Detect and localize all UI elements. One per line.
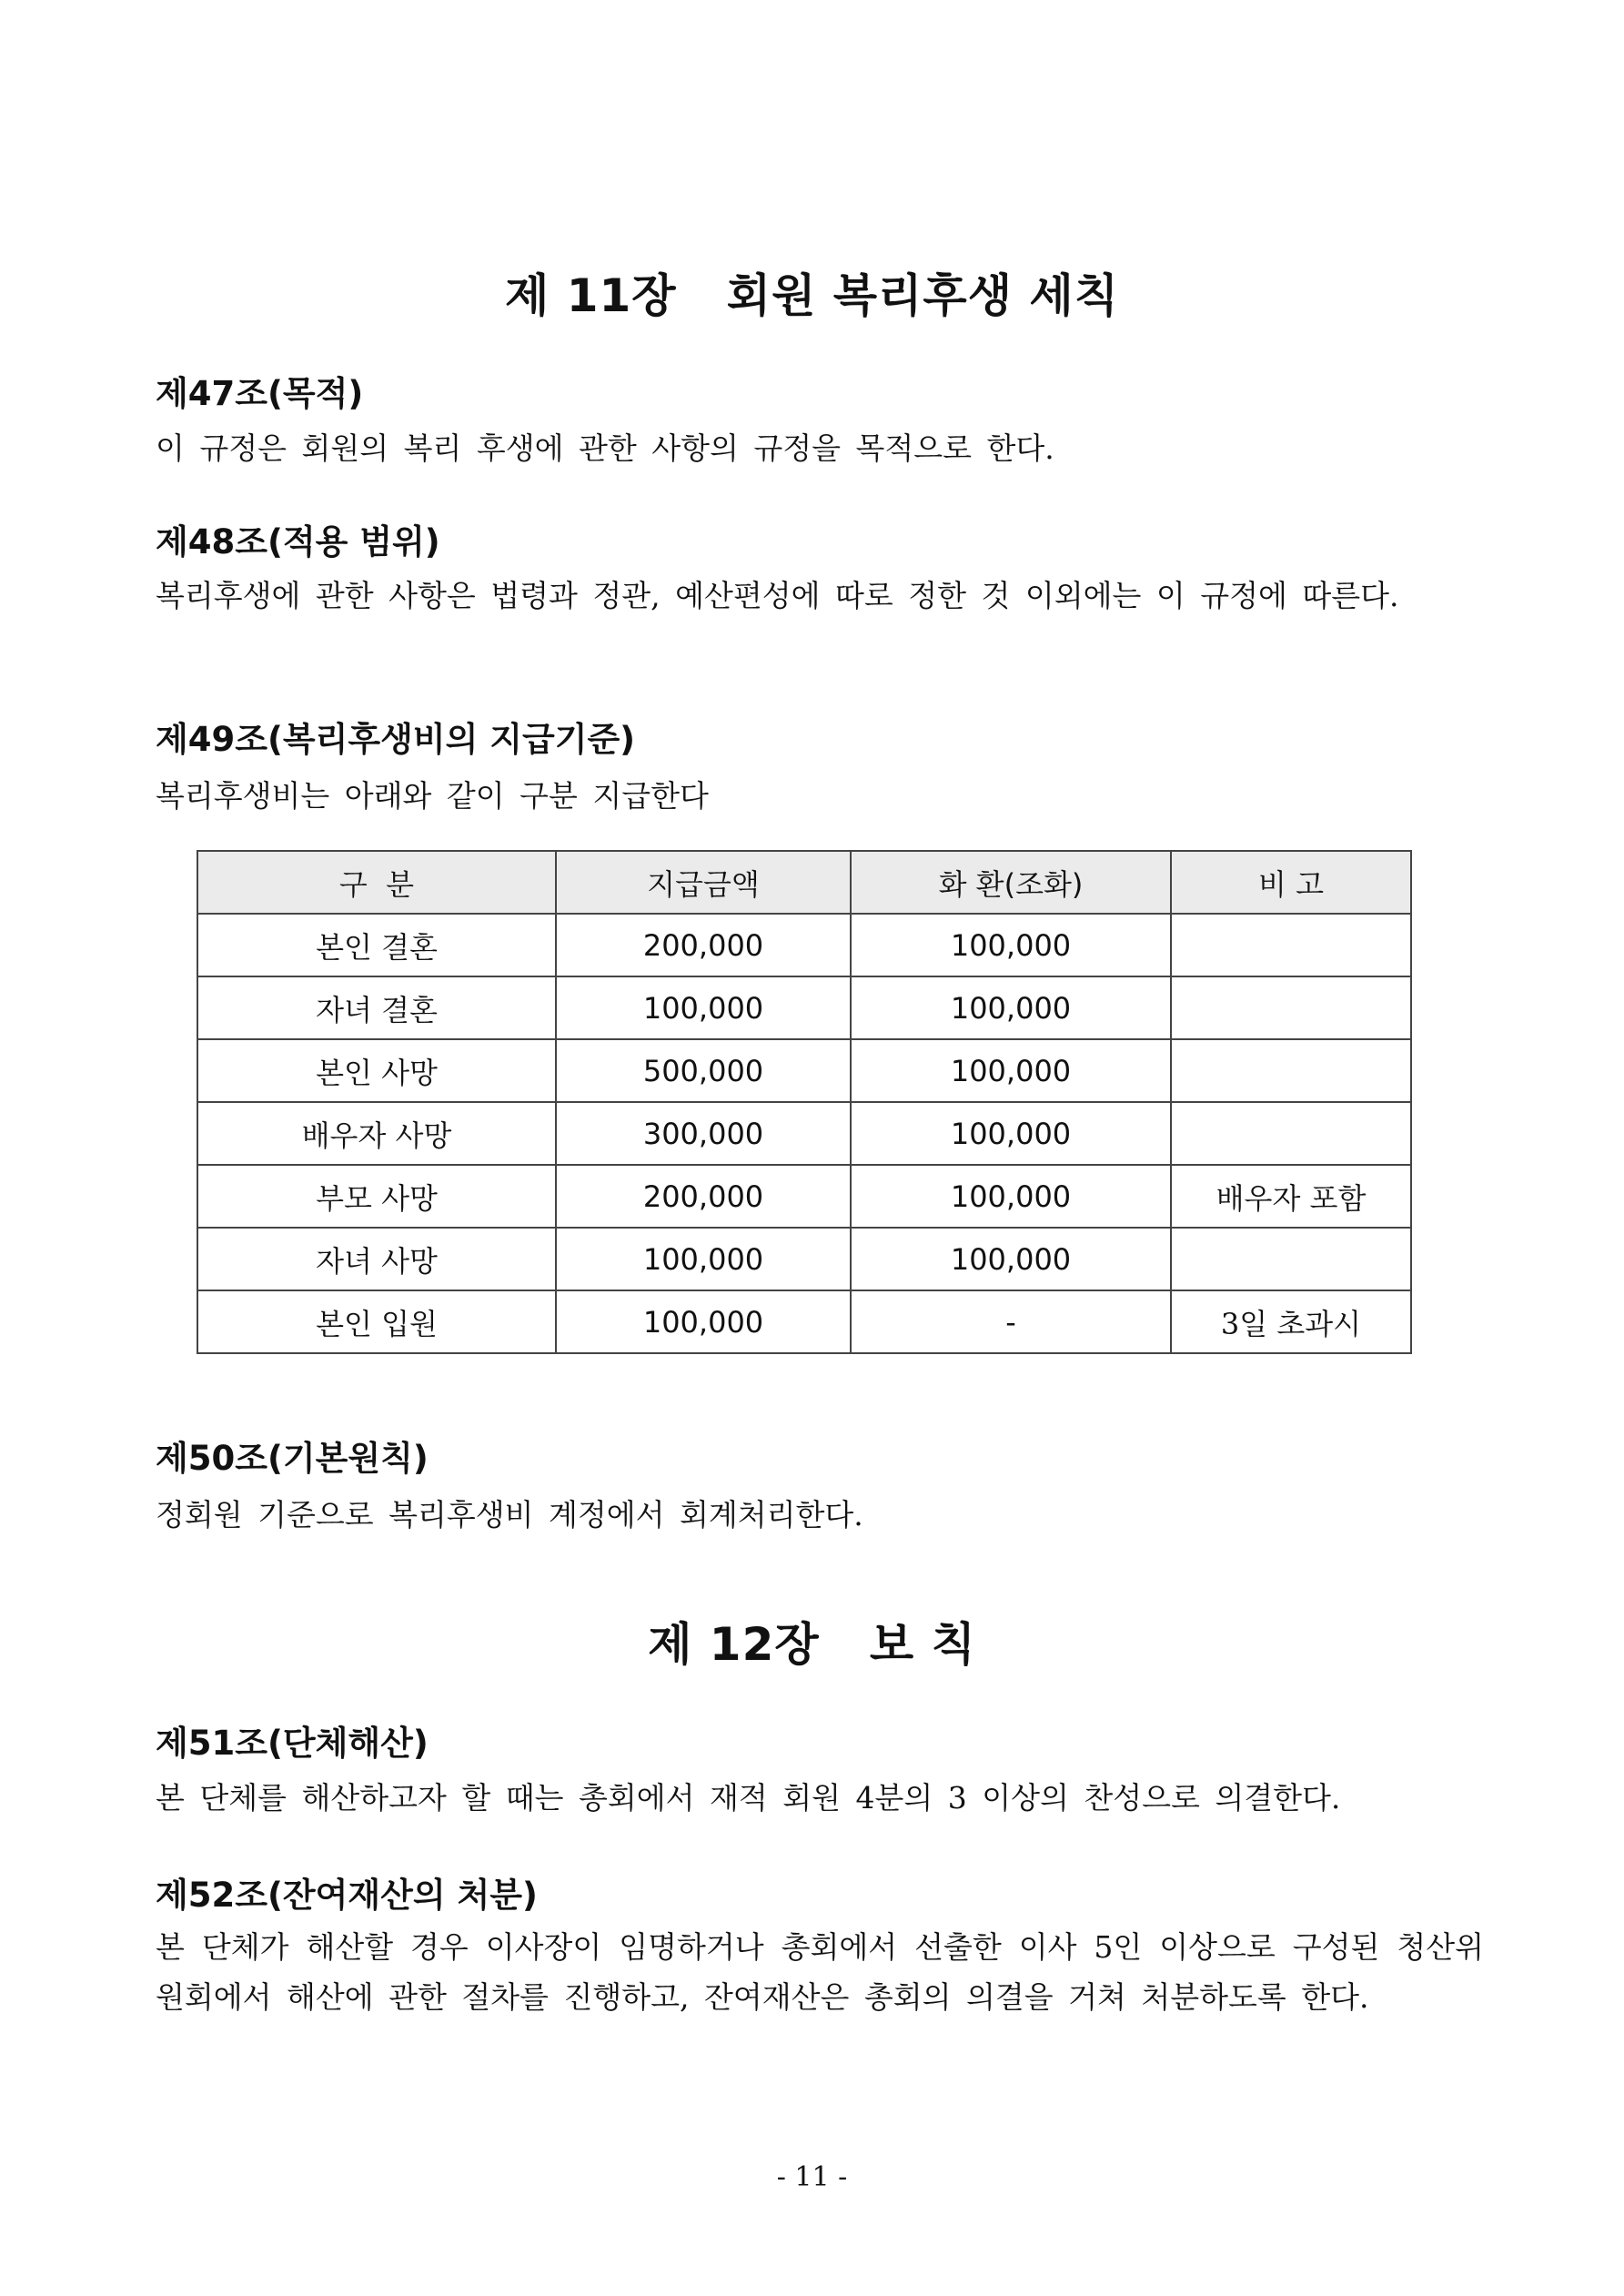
table-row xyxy=(197,1039,1411,1102)
cell-category: 본인 입원 xyxy=(197,1290,556,1353)
cell-amount: 100,000 xyxy=(556,976,851,1039)
cell-wreath: 100,000 xyxy=(851,1228,1171,1290)
cell-amount: 200,000 xyxy=(556,914,851,976)
header-wreath: 화 환(조화) xyxy=(851,851,1171,914)
header-remarks: 비 고 xyxy=(1171,851,1411,914)
article-52-text: 본 단체가 해산할 경우 이사장이 임명하거나 총회에서 선출한 이사 5인 이상으로 구성된 청산위원회에서 해산에 관한 절차를 진행하고, 잔여재산은 총회의 의결을 거쳐 처분하도록 한다. xyxy=(156,1929,1484,2015)
table-row xyxy=(197,1290,1411,1353)
article-49-heading: 제49조(복리후생비의 지급기준) xyxy=(156,720,636,759)
header-payment-amount: 지급금액 xyxy=(556,851,851,914)
article-51-text: 본 단체를 해산하고자 할 때는 총회에서 재적 회원 4분의 3 이상의 찬성으로 의결한다. xyxy=(156,1780,1341,1816)
cell-remarks xyxy=(1171,1102,1411,1165)
table-row xyxy=(197,914,1411,976)
cell-remarks xyxy=(1171,1039,1411,1102)
article-50-text: 정회원 기준으로 복리후생비 계정에서 회계처리한다. xyxy=(156,1497,863,1532)
header-category: 구 분 xyxy=(197,851,556,914)
cell-amount: 200,000 xyxy=(556,1165,851,1228)
cell-remarks xyxy=(1171,1228,1411,1290)
cell-category: 본인 결혼 xyxy=(197,914,556,976)
cell-category: 부모 사망 xyxy=(197,1165,556,1228)
cell-remarks xyxy=(1171,976,1411,1039)
cell-wreath: 100,000 xyxy=(851,914,1171,976)
article-47-heading: 제47조(목적) xyxy=(156,374,364,413)
table-row xyxy=(197,1228,1411,1290)
cell-category: 배우자 사망 xyxy=(197,1102,556,1165)
cell-wreath: 100,000 xyxy=(851,1039,1171,1102)
article-48-heading: 제48조(적용 범위) xyxy=(156,522,440,561)
article-48-text: 복리후생에 관한 사항은 법령과 정관, 예산편성에 따로 정한 것 이외에는 이 규정에 따른다. xyxy=(156,578,1399,613)
benefit-payment-table xyxy=(197,850,1412,1354)
cell-amount: 100,000 xyxy=(556,1228,851,1290)
cell-remarks: 배우자 포함 xyxy=(1171,1165,1411,1228)
cell-amount: 500,000 xyxy=(556,1039,851,1102)
table-row xyxy=(197,1102,1411,1165)
cell-amount: 300,000 xyxy=(556,1102,851,1165)
article-52-heading: 제52조(잔여재산의 처분) xyxy=(156,1876,538,1915)
table-row xyxy=(197,1165,1411,1228)
article-50-heading: 제50조(기본원칙) xyxy=(156,1439,429,1478)
cell-amount: 100,000 xyxy=(556,1290,851,1353)
cell-wreath: 100,000 xyxy=(851,976,1171,1039)
cell-category: 자녀 결혼 xyxy=(197,976,556,1039)
cell-remarks xyxy=(1171,914,1411,976)
table-row xyxy=(197,976,1411,1039)
cell-category: 자녀 사망 xyxy=(197,1228,556,1290)
table-header-row xyxy=(197,851,1411,914)
article-51-heading: 제51조(단체해산) xyxy=(156,1724,429,1763)
cell-wreath: 100,000 xyxy=(851,1102,1171,1165)
chapter-12-title: 제 12장 보 칙 xyxy=(648,1618,976,1671)
article-47-text: 이 규정은 회원의 복리 후생에 관한 사항의 규정을 목적으로 한다. xyxy=(156,430,1054,466)
cell-wreath: 100,000 xyxy=(851,1165,1171,1228)
cell-wreath: - xyxy=(851,1290,1171,1353)
cell-category: 본인 사망 xyxy=(197,1039,556,1102)
article-49-text: 복리후생비는 아래와 같이 구분 지급한다 xyxy=(156,778,709,814)
page-number: - 11 - xyxy=(776,2161,848,2193)
cell-remarks: 3일 초과시 xyxy=(1171,1290,1411,1353)
chapter-11-title: 제 11장 회원 복리후생 세칙 xyxy=(504,269,1120,322)
